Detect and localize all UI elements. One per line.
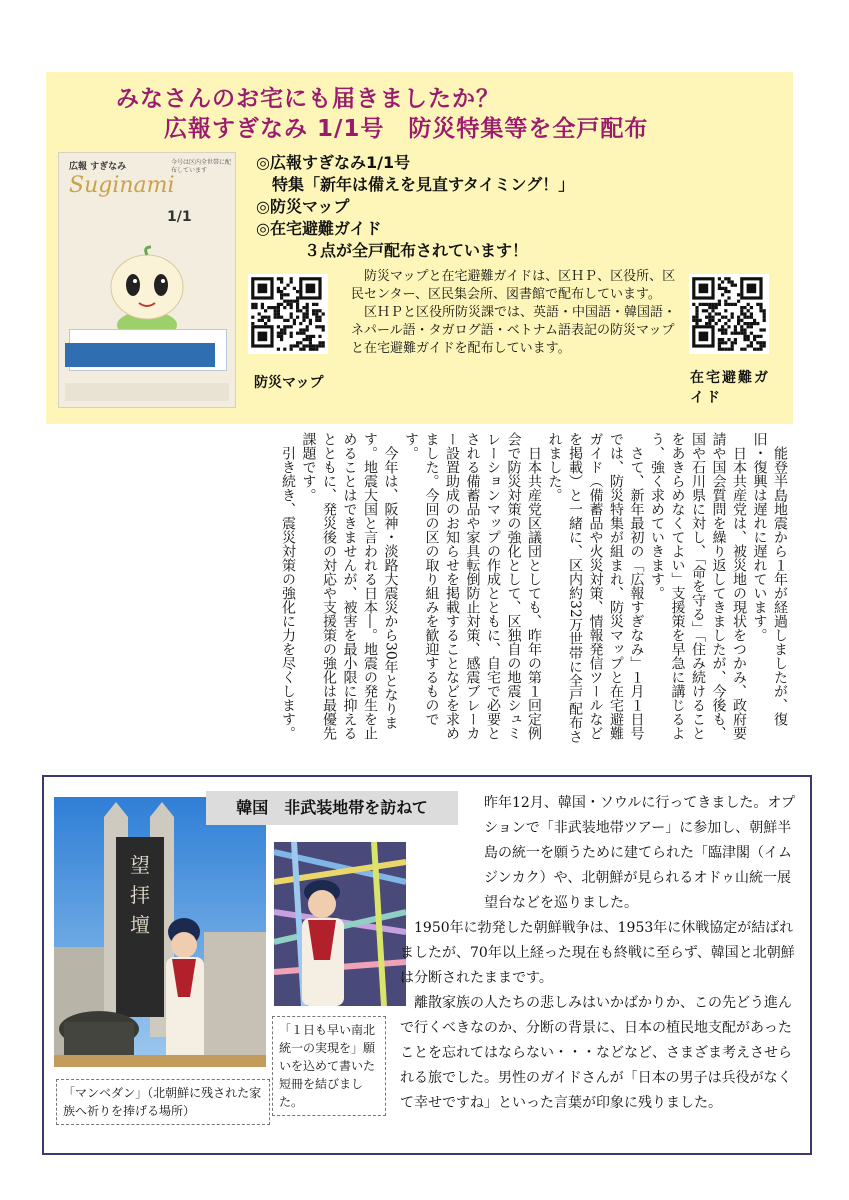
korea-section bbox=[42, 775, 812, 1155]
distribution-paragraph: 防災マップと在宅避難ガイドは、区ＨＰ、区役所、区民センター、区民集会所、図書館で配布しています。 bbox=[351, 269, 676, 302]
feature-item: ◎在宅避難ガイド bbox=[256, 219, 382, 238]
feature-item: 特集「新年は備えを見直すタイミング！」 bbox=[256, 175, 575, 194]
qr-right-label: 在宅避難ガイド bbox=[690, 370, 770, 406]
feature-item: ◎広報すぎなみ1/1号 bbox=[256, 153, 411, 172]
article-paragraph: 今年は、阪神・淡路大震災から30年となります。地震大国と言われる日本―。地震の発生を止めることはできませんが、被害を最小限に抑えるとともに、発災後の対応や支援策の強化は最優先課題です。 bbox=[300, 432, 399, 740]
qr-code-icon[interactable] bbox=[689, 274, 769, 354]
magazine-banner bbox=[65, 343, 215, 367]
ribbon-photo-caption: 「１日も早い南北統一の実現を」願いを込めて書いた短冊を結びました。 bbox=[272, 1016, 386, 1116]
monument-photo-caption: 「マンベダン」（北朝鮮に残された家族へ祈りを捧げる場所） bbox=[56, 1079, 270, 1125]
magazine-cover-image bbox=[58, 152, 236, 408]
monument-char: 望 bbox=[130, 853, 150, 877]
distribution-paragraph: 区ＨＰと区役所防災課では、英語・中国語・韓国語・ネパール語・タガログ語・ベトナム語表記の防災マップと在宅避難ガイドを配布しています。 bbox=[351, 305, 677, 356]
korea-title: 韓国 非武装地帯を訪ねて bbox=[206, 791, 458, 825]
article-paragraph: 日本共産党は、被災地の現状をつかみ、政府要請や国会質問を繰り返してきましたが、今後も、国や石川県に対し、「命を守る」「住み続けることをあきらめなくてよい」支援策を早急に講じるよう、強く求めていきます。 bbox=[649, 432, 747, 740]
magazine-brand: 広報 すぎなみ bbox=[69, 162, 127, 172]
headline-line2: 広報すぎなみ 1/1号 防災特集等を全戸配布 bbox=[164, 116, 649, 142]
ribbon-photo-illustration bbox=[274, 842, 406, 1006]
monument-char: 壇 bbox=[130, 913, 150, 937]
monument-char: 拝 bbox=[130, 883, 150, 907]
qr-left-label: 防災マップ bbox=[254, 375, 324, 391]
korea-body bbox=[400, 791, 798, 1116]
korea-paragraph: 1950年に勃発した朝鮮戦争は、1953年に休戦協定が結ばれましたが、70年以上経った現在も終戦に至らず、韓国と北朝鮮は分断されたままです。 bbox=[400, 920, 795, 986]
magazine-issue: 1/1 bbox=[167, 209, 192, 225]
article-paragraph: 日本共産党区議団としても、昨年の第１回定例会で防災対策の強化として、区独自の地震シュミレーションマップの作成とともに、自宅で必要とされる備蓄品や家具転倒防止対策、感震ブレーカー設置助成のお知らせを掲載することなどを求めました。今回の区の取り組みを歓迎するものです。 bbox=[403, 432, 542, 740]
ribbon-photo bbox=[274, 842, 406, 1006]
korea-paragraph: 離散家族の人たちの悲しみはいかばかりか、この先どう進んで行くべきなのか、分断の背景に、日本の植民地支配があったことを忘れてはならない・・・などなど、さまざま考えさせられる旅でした。男性のガイドさんが「日本の男子は兵役がなくて幸せですね」といった言葉が印象に残りました。 bbox=[400, 995, 792, 1111]
article-paragraph: 引き続き、震災対策の強化に力を尽くします。 bbox=[280, 446, 296, 740]
monument-photo bbox=[54, 797, 266, 1067]
feature-list bbox=[256, 152, 596, 262]
feature-item: ３点が全戸配布されています！ bbox=[256, 241, 529, 260]
magazine-note: 今号は区内全世帯に配布しています bbox=[171, 159, 232, 174]
magazine-footer bbox=[65, 383, 229, 401]
qr-code-icon[interactable] bbox=[248, 274, 328, 354]
korea-paragraph: 昨年12月、韓国・ソウルに行ってきました。オプションで「非武装地帯ツアー」に参加し、朝鮮半島の統一を願うために建てられた「臨津閣（イムジンカク）や、北朝鮮が見られるオドゥ山統一展望台などを巡りました。 bbox=[484, 795, 795, 911]
monument-photo-illustration bbox=[54, 797, 266, 1067]
article-paragraph: 能登半島地震から１年が経過しましたが、復旧・復興は遅れに遅れています。 bbox=[751, 432, 788, 726]
headline-line1: みなさんのお宅にも届きましたか？ bbox=[116, 86, 500, 112]
top-panel bbox=[46, 72, 793, 424]
mascot-icon bbox=[99, 245, 195, 341]
feature-item: ◎防災マップ bbox=[256, 197, 350, 216]
article-paragraph: さて、新年最初の「広報すぎなみ」１月１日号では、防災特集が組まれ、防災マップと在宅避難ガイド（備蓄品や火災対策、情報発信ツールなどを掲載）と一緒に、区内約32万世帯に全戸配布されました。 bbox=[546, 432, 645, 744]
distribution-text bbox=[351, 268, 681, 358]
vertical-article bbox=[50, 432, 790, 752]
magazine-logo: Suginami bbox=[69, 173, 175, 198]
